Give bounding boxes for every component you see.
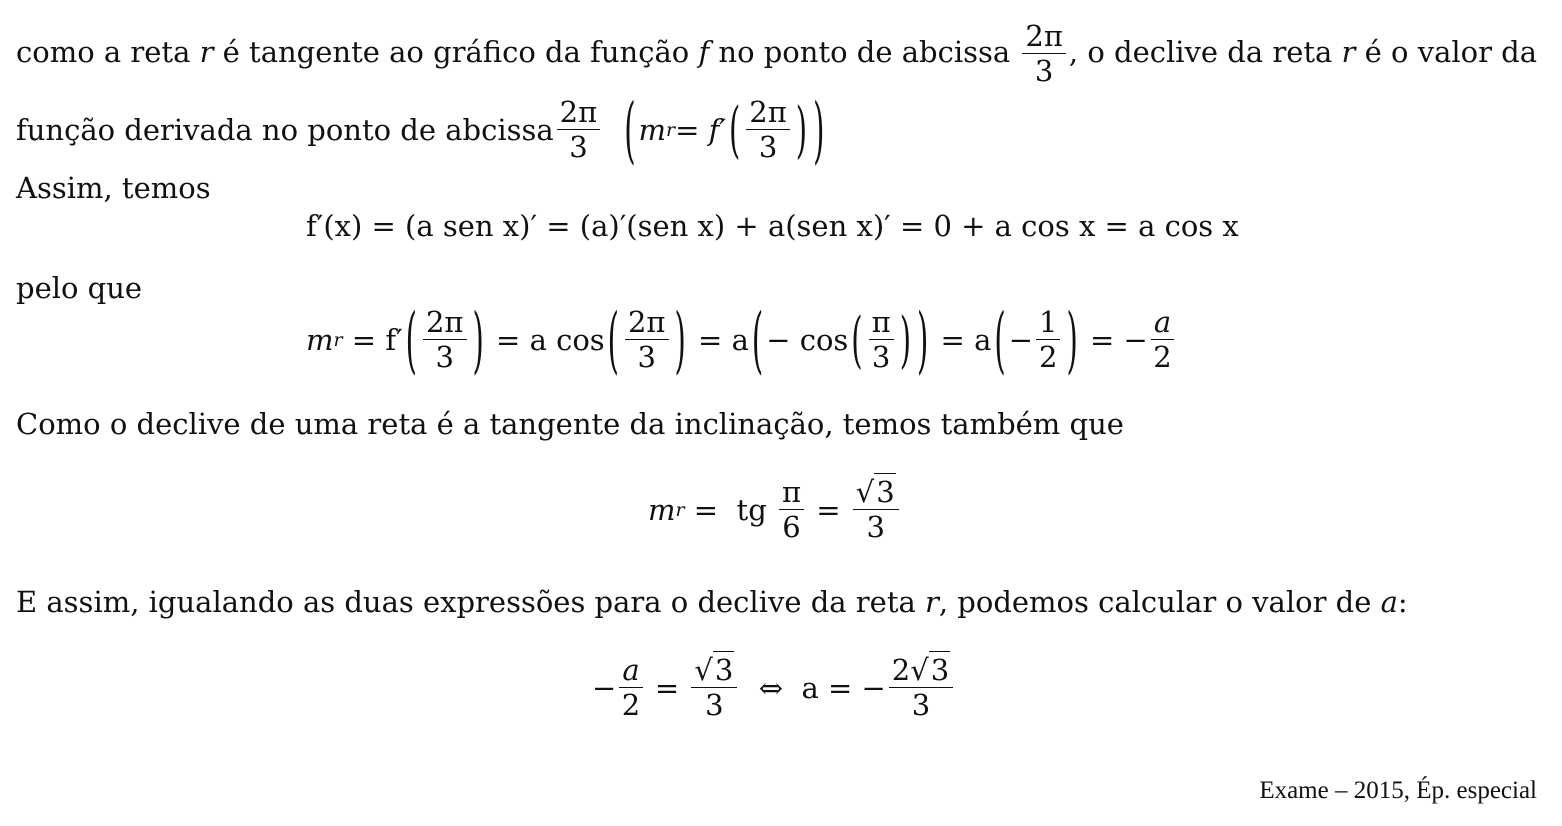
fraction-pi-3: $\frac{\pi}{3}$: [869, 308, 894, 372]
paragraph-line-3: Assim, temos: [16, 171, 211, 205]
text-segment: é o valor da: [1355, 35, 1538, 69]
fraction-sqrt3-3: $\frac{√3}{3}$: [691, 656, 737, 720]
text-segment: , o declive da reta: [1068, 35, 1342, 69]
var-a: a: [1380, 585, 1398, 619]
var-r: r: [199, 35, 214, 69]
open-paren: (: [728, 93, 741, 165]
paragraph-line-5: Como o declive de uma reta é a tangente da inclinação, temos também que: [16, 407, 1124, 441]
equation-mr: m r = f′ ( $\frac{2\pi}{3}$ ) = a cos ( $\frac{2\pi}{3}$ ) = a ( − cos ( $\frac{\pi}{3}$ ) ) = a ( − $\frac{1}{2}$ ) = − $\frac{a}{2}$: [306, 308, 1177, 372]
var-m: m: [306, 322, 334, 357]
text-segment: no ponto de abcissa: [709, 35, 1020, 69]
fraction-a-2: $\frac{a}{2}$: [1151, 308, 1174, 372]
fraction-sqrt3-3: $\frac{√3}{3}$: [853, 478, 899, 542]
text-segment: função derivada no ponto de abcissa: [16, 112, 554, 147]
equation-final: − $\frac{a}{2}$ = $\frac{√3}{3}$ ⇔ a = − $\frac{2√3}{3}$: [592, 656, 956, 720]
source-citation: Exame – 2015, Ép. especial: [1259, 777, 1537, 804]
close-paren: ): [795, 93, 808, 165]
text-segment: = f′: [675, 112, 726, 147]
var-m: m: [648, 492, 676, 527]
paragraph-line-4: pelo que: [16, 271, 143, 305]
fraction-a-2: $\frac{a}{2}$: [619, 656, 642, 720]
iff-symbol: ⇔ a = −: [740, 670, 886, 705]
fraction-2sqrt3-3: $\frac{2√3}{3}$: [889, 656, 953, 720]
fraction-1-2: $\frac{1}{2}$: [1036, 308, 1060, 372]
equation-tg: m r = tg $\frac{\pi}{6}$ = $\frac{√3}{3}$: [648, 478, 902, 542]
var-r: r: [925, 585, 939, 619]
sqrt-symbol: √3: [855, 475, 895, 509]
text-segment: como a reta: [16, 35, 200, 69]
fraction-pi-6: $\frac{\pi}{6}$: [779, 478, 804, 542]
equation-derivative: f′(x) = (a sen x)′ = (a)′(sen x) + a(sen x)′ = 0 + a cos x = a cos x: [306, 209, 1239, 243]
fraction-2pi-3: $\frac{2\pi}{3}$: [625, 308, 669, 372]
paragraph-line-2: [16, 86, 827, 172]
paragraph-line-1: [16, 19, 1538, 88]
subscript-r: r: [666, 118, 676, 141]
var-m: m: [638, 112, 667, 147]
fraction-2pi-3: $\frac{2\pi}{3}$: [746, 98, 790, 162]
paragraph-line-6: E assim, igualando as duas expressões para o declive da reta r, podemos calcular o valor de a:: [16, 585, 1408, 619]
open-paren: (: [624, 86, 636, 172]
fraction-2pi-3: $\frac{2\pi}{3}$: [557, 98, 601, 162]
var-r: r: [1341, 35, 1356, 69]
close-paren: ): [813, 86, 825, 172]
fraction-2pi-3: $\frac{2\pi}{3}$: [423, 308, 467, 372]
fraction-2pi-3: $\frac{2\pi}{3}$: [1022, 22, 1066, 86]
text-segment: é tangente ao gráfico da função: [213, 35, 699, 69]
var-f: f: [698, 35, 710, 69]
